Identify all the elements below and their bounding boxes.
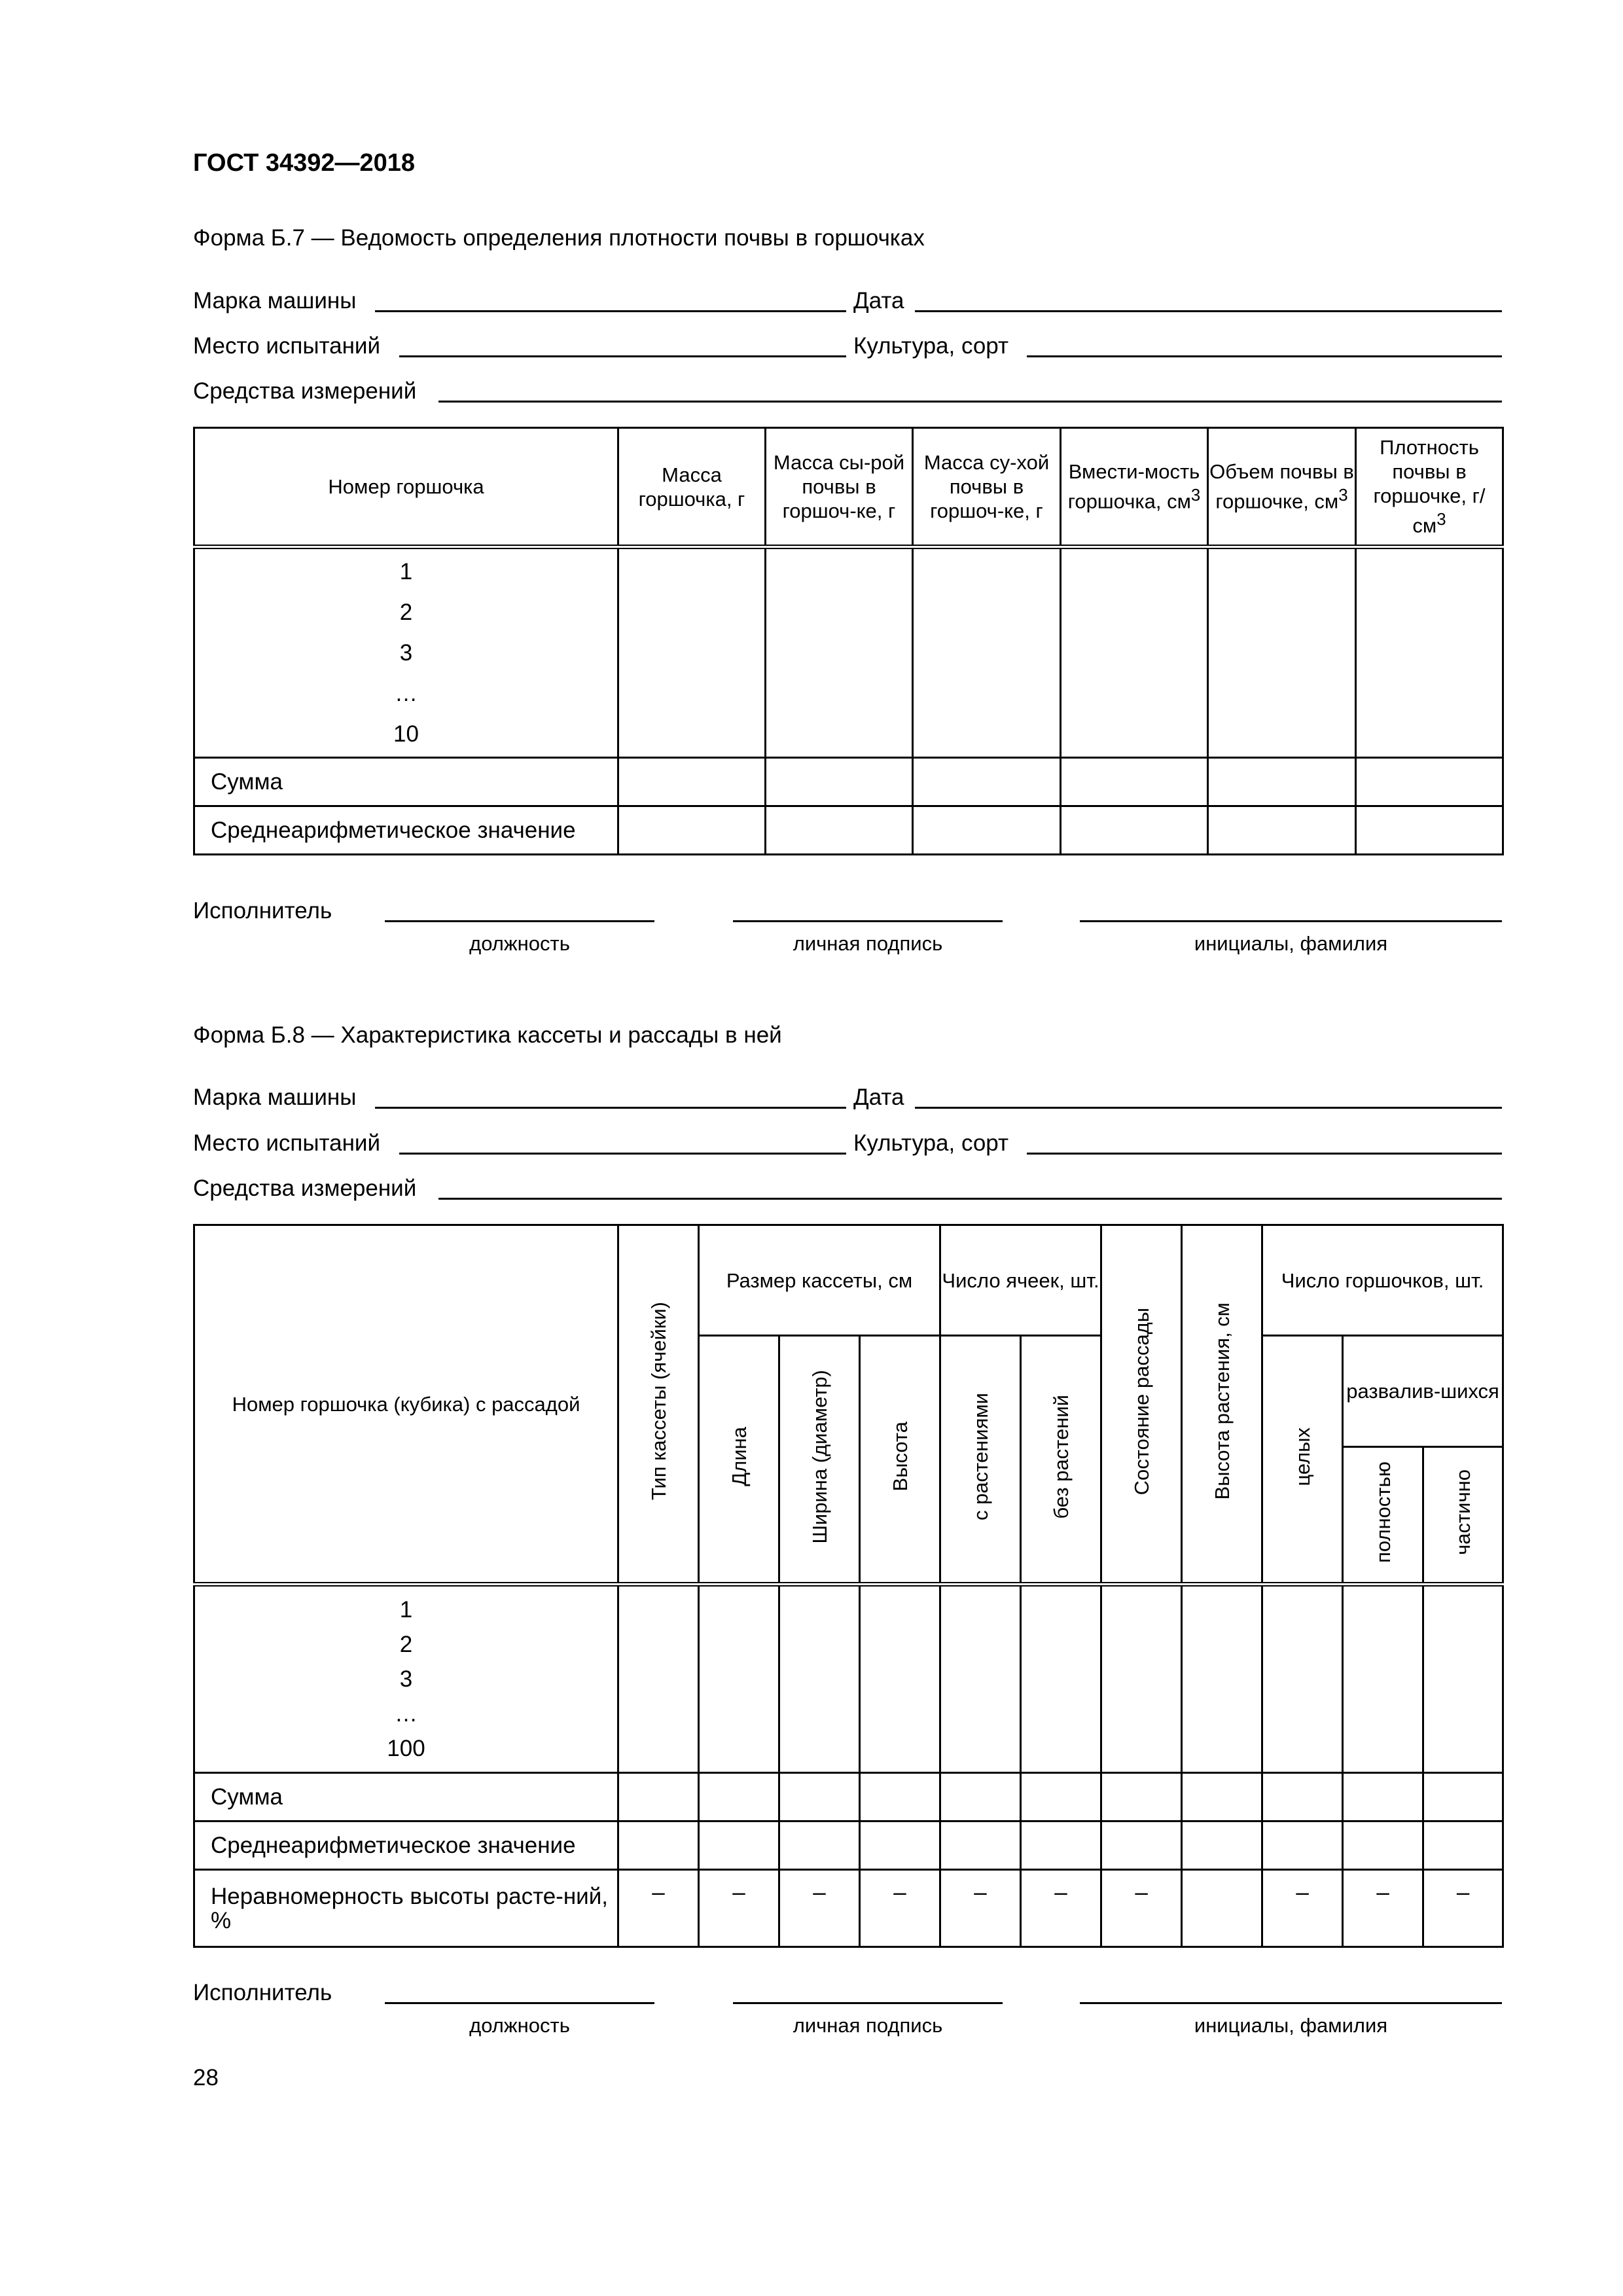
b8-position-caption: должность bbox=[469, 2014, 570, 2037]
b7-sign-line[interactable] bbox=[733, 920, 1003, 922]
table-cell: – bbox=[779, 1870, 860, 1947]
b8-instruments-field[interactable] bbox=[438, 1198, 1502, 1200]
b8-name-caption: инициалы, фамилия bbox=[1194, 2014, 1388, 2037]
form-b8-title: Форма Б.8 — Характеристика кассеты и рассады в ней bbox=[193, 1022, 782, 1048]
b7-instruments-field[interactable] bbox=[438, 401, 1502, 403]
b7-instruments-label: Средства измерений bbox=[193, 378, 417, 404]
b8-sign-line[interactable] bbox=[733, 2002, 1003, 2004]
table-cell[interactable] bbox=[779, 1821, 860, 1870]
b7-position-line[interactable] bbox=[385, 920, 654, 922]
table-cell[interactable] bbox=[1356, 758, 1503, 806]
b8-col-height: Высота bbox=[860, 1336, 940, 1585]
table-cell[interactable] bbox=[1343, 1585, 1423, 1773]
table-cell[interactable] bbox=[860, 1821, 940, 1870]
table-cell[interactable] bbox=[1021, 1585, 1101, 1773]
table-cell[interactable] bbox=[1182, 1773, 1262, 1821]
table-cell[interactable] bbox=[779, 1773, 860, 1821]
b7-position-caption: должность bbox=[469, 932, 570, 955]
form-b7-table bbox=[193, 427, 1504, 855]
b7-col-wet-soil: Масса сы-рой почвы в горшоч-ке, г bbox=[766, 428, 913, 547]
b7-sign-caption: личная подпись bbox=[793, 932, 943, 955]
table-cell[interactable] bbox=[1208, 758, 1356, 806]
b7-col-density: Плотность почвы в горшочке, $г/см^3$ bbox=[1356, 428, 1503, 547]
table-cell[interactable] bbox=[1423, 1585, 1503, 1773]
table-cell: – bbox=[860, 1870, 940, 1947]
b8-position-line[interactable] bbox=[385, 2002, 654, 2004]
table-cell[interactable] bbox=[860, 1585, 940, 1773]
b8-machine-label: Марка машины bbox=[193, 1085, 357, 1110]
table-cell[interactable] bbox=[1101, 1773, 1182, 1821]
b8-col-partly: частично bbox=[1423, 1447, 1503, 1585]
b8-row-numbers: 1 2 3 … 100 bbox=[194, 1585, 618, 1773]
table-cell: – bbox=[1423, 1870, 1503, 1947]
table-cell[interactable] bbox=[1208, 547, 1356, 758]
table-cell[interactable] bbox=[860, 1773, 940, 1821]
table-cell[interactable] bbox=[913, 547, 1061, 758]
table-cell: – bbox=[1343, 1870, 1423, 1947]
b8-date-label: Дата bbox=[853, 1085, 904, 1110]
b7-col-dry-soil: Масса су-хой почвы в горшоч-ке, г bbox=[913, 428, 1061, 547]
b8-col-cassette-type: Тип кассеты (ячейки) bbox=[618, 1225, 699, 1585]
b7-place-label: Место испытаний bbox=[193, 333, 381, 359]
table-cell[interactable] bbox=[1423, 1773, 1503, 1821]
b8-machine-field[interactable] bbox=[375, 1107, 846, 1109]
table-cell: – bbox=[940, 1870, 1021, 1947]
document-code: ГОСТ 34392—2018 bbox=[193, 149, 416, 177]
page-number: 28 bbox=[193, 2065, 219, 2090]
table-cell[interactable] bbox=[1101, 1821, 1182, 1870]
b8-unevenness-row-label: Неравномерность высоты расте-ний, % bbox=[194, 1870, 618, 1947]
table-cell[interactable] bbox=[1262, 1773, 1343, 1821]
table-cell[interactable] bbox=[618, 547, 766, 758]
table-cell[interactable] bbox=[1021, 1821, 1101, 1870]
table-cell[interactable] bbox=[940, 1773, 1021, 1821]
table-cell[interactable] bbox=[699, 1585, 779, 1773]
b7-col-capacity: Вмести-мость горшочка, $см^3$ bbox=[1061, 428, 1208, 547]
b8-col-pots-count: Число горшочков, шт. bbox=[1262, 1225, 1503, 1336]
table-cell[interactable] bbox=[1356, 547, 1503, 758]
table-cell[interactable] bbox=[618, 1585, 699, 1773]
table-cell[interactable] bbox=[618, 806, 766, 855]
table-cell[interactable] bbox=[699, 1821, 779, 1870]
table-cell: – bbox=[1101, 1870, 1182, 1947]
table-cell[interactable] bbox=[1182, 1585, 1262, 1773]
b8-col-pot-number: Номер горшочка (кубика) с рассадой bbox=[194, 1225, 618, 1585]
b7-mean-row-label: Среднеарифметическое значение bbox=[194, 806, 618, 855]
table-cell[interactable] bbox=[1021, 1773, 1101, 1821]
table-cell[interactable] bbox=[1262, 1585, 1343, 1773]
table-cell[interactable] bbox=[766, 806, 913, 855]
b7-date-label: Дата bbox=[853, 288, 904, 314]
b7-name-caption: инициалы, фамилия bbox=[1194, 932, 1388, 955]
b7-culture-label: Культура, сорт bbox=[853, 333, 1009, 359]
b8-col-whole: целых bbox=[1262, 1336, 1343, 1585]
b8-culture-label: Культура, сорт bbox=[853, 1130, 1009, 1156]
b8-instruments-label: Средства измерений bbox=[193, 1175, 417, 1201]
table-cell: – bbox=[699, 1870, 779, 1947]
table-cell[interactable] bbox=[940, 1585, 1021, 1773]
table-cell[interactable] bbox=[618, 1773, 699, 1821]
table-cell[interactable] bbox=[779, 1585, 860, 1773]
b8-place-label: Место испытаний bbox=[193, 1130, 381, 1156]
b8-performer-label: Исполнитель bbox=[193, 1980, 332, 2005]
b8-col-cassette-size: Размер кассеты, см bbox=[699, 1225, 940, 1336]
table-cell[interactable] bbox=[1182, 1821, 1262, 1870]
b8-col-width: Ширина (диаметр) bbox=[779, 1336, 860, 1585]
b8-col-cells: Число ячеек, шт. bbox=[940, 1225, 1101, 1336]
b8-sign-caption: личная подпись bbox=[793, 2014, 943, 2037]
table-cell[interactable] bbox=[766, 758, 913, 806]
b8-col-fully: полностью bbox=[1343, 1447, 1423, 1585]
b7-date-field[interactable] bbox=[915, 310, 1502, 312]
table-cell[interactable] bbox=[1061, 806, 1208, 855]
table-cell[interactable] bbox=[1208, 806, 1356, 855]
b7-place-field[interactable] bbox=[399, 355, 846, 357]
b7-name-line[interactable] bbox=[1080, 920, 1502, 922]
table-cell[interactable] bbox=[1262, 1821, 1343, 1870]
table-cell[interactable] bbox=[913, 806, 1061, 855]
table-cell: – bbox=[618, 1870, 699, 1947]
table-cell[interactable] bbox=[1356, 806, 1503, 855]
b8-name-line[interactable] bbox=[1080, 2002, 1502, 2004]
b7-performer-label: Исполнитель bbox=[193, 898, 332, 924]
table-cell: – bbox=[1021, 1870, 1101, 1947]
b8-col-with-plants: с растениями bbox=[940, 1336, 1021, 1585]
table-cell[interactable] bbox=[1061, 758, 1208, 806]
table-cell[interactable] bbox=[1423, 1821, 1503, 1870]
form-b8-table bbox=[193, 1224, 1504, 1948]
b7-row-numbers: 1 2 3 … 10 bbox=[194, 547, 618, 758]
b8-place-field[interactable] bbox=[399, 1153, 846, 1155]
table-cell[interactable] bbox=[1061, 547, 1208, 758]
table-cell: – bbox=[1262, 1870, 1343, 1947]
b8-col-length: Длина bbox=[699, 1336, 779, 1585]
b8-col-without-plants: без растений bbox=[1021, 1336, 1101, 1585]
table-cell[interactable] bbox=[1343, 1773, 1423, 1821]
table-cell[interactable] bbox=[913, 758, 1061, 806]
table-cell[interactable] bbox=[1343, 1821, 1423, 1870]
b8-col-plant-height: Высота растения, см bbox=[1182, 1225, 1262, 1585]
b7-col-pot-mass: Масса горшочка, г bbox=[618, 428, 766, 547]
table-cell[interactable] bbox=[618, 1821, 699, 1870]
table-cell[interactable] bbox=[1182, 1870, 1262, 1947]
table-cell[interactable] bbox=[1101, 1585, 1182, 1773]
b7-sum-row-label: Сумма bbox=[194, 758, 618, 806]
b8-mean-row-label: Среднеарифметическое значение bbox=[194, 1821, 618, 1870]
b7-machine-field[interactable] bbox=[375, 310, 846, 312]
b7-col-volume: Объем почвы в горшочке, $см^3$ bbox=[1208, 428, 1356, 547]
b8-col-seedling-state: Состояние рассады bbox=[1101, 1225, 1182, 1585]
table-cell[interactable] bbox=[618, 758, 766, 806]
b7-culture-field[interactable] bbox=[1027, 355, 1502, 357]
b7-col-pot-number: Номер горшочка bbox=[194, 428, 618, 547]
table-cell[interactable] bbox=[940, 1821, 1021, 1870]
table-cell[interactable] bbox=[766, 547, 913, 758]
table-cell[interactable] bbox=[699, 1773, 779, 1821]
form-b7-title: Форма Б.7 — Ведомость определения плотности почвы в горшочках bbox=[193, 225, 925, 251]
b8-sum-row-label: Сумма bbox=[194, 1773, 618, 1821]
b7-machine-label: Марка машины bbox=[193, 288, 357, 314]
b8-date-field[interactable] bbox=[915, 1107, 1502, 1109]
b8-col-crumbling: развалив-шихся bbox=[1343, 1336, 1503, 1447]
b8-culture-field[interactable] bbox=[1027, 1153, 1502, 1155]
